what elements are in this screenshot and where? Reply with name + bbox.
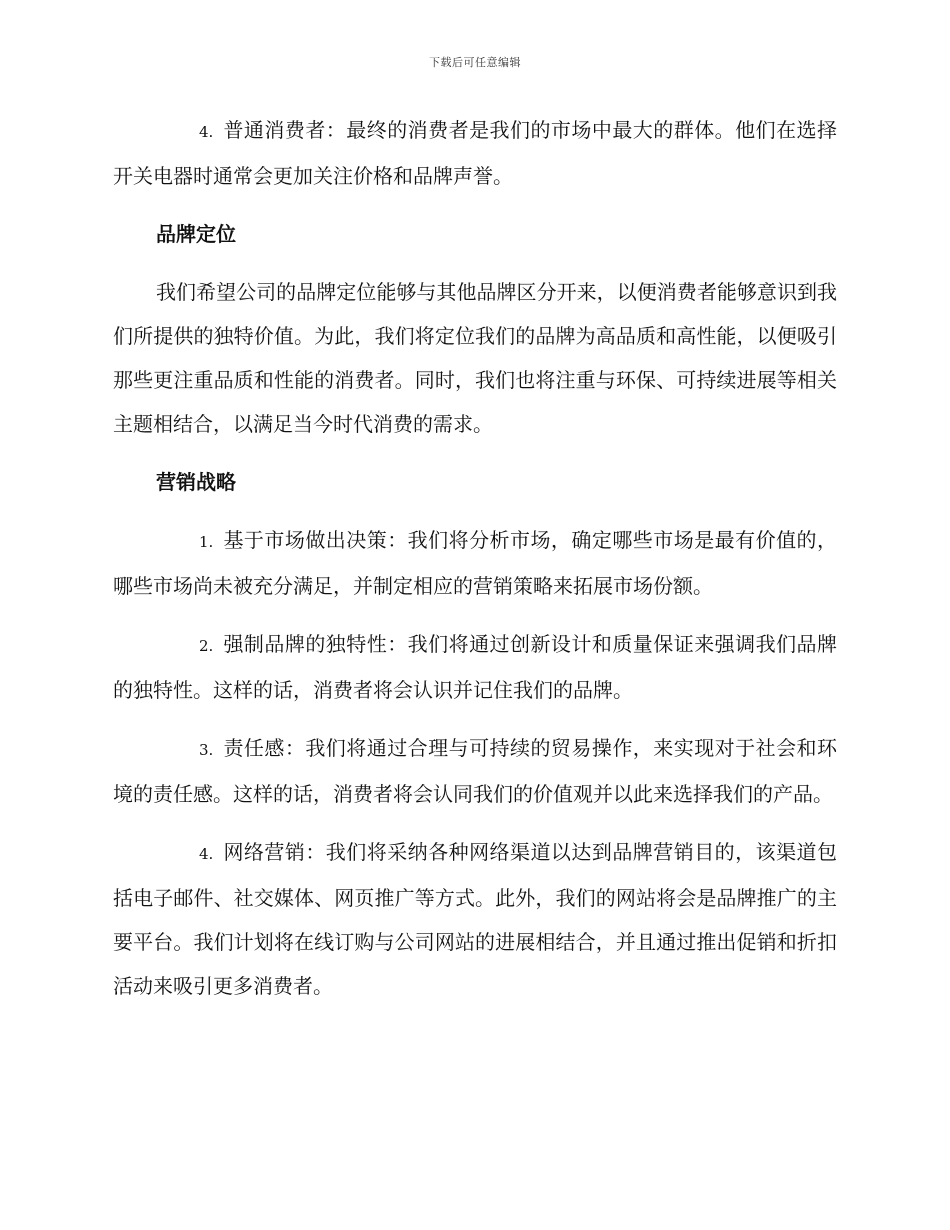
list-item-text: 普通消费者：最终的消费者是我们的市场中最大的群体。他们在选择开关电器时通常会更加关注价格和品牌声誉。	[113, 118, 837, 188]
list-item-number: 1.	[199, 533, 214, 551]
list-item-number: 3.	[199, 741, 214, 759]
list-item-text: 强制品牌的独特性：我们将通过创新设计和质量保证来强调我们品牌的独特性。这样的话，消费者将会认识并记住我们的品牌。	[113, 632, 837, 702]
list-item-online-marketing	[113, 830, 837, 1008]
list-item-market-decisions	[113, 518, 837, 608]
list-item-text: 责任感：我们将通过合理与可持续的贸易操作，来实现对于社会和环境的责任感。这样的话，消费者将会认同我们的价值观并以此来选择我们的产品。	[113, 736, 837, 806]
list-item-brand-uniqueness	[113, 622, 837, 712]
section-heading-brand-positioning: 品牌定位	[156, 222, 236, 246]
list-item-responsibility	[113, 726, 837, 816]
page-header: 下载后可任意编辑	[429, 56, 521, 69]
list-item-text: 网络营销：我们将采纳各种网络渠道以达到品牌营销目的，该渠道包括电子邮件、社交媒体、网页推广等方式。此外，我们的网站将会是品牌推广的主要平台。我们计划将在线订购与公司网站的进展相结合，并且通过推出促销和折扣活动来吸引更多消费者。	[113, 840, 837, 998]
document-body	[113, 108, 837, 1022]
list-item-consumers	[113, 108, 837, 198]
section-heading-marketing-strategy: 营销战略	[156, 470, 236, 494]
paragraph-brand-positioning: 我们希望公司的品牌定位能够与其他品牌区分开来，以便消费者能够意识到我们所提供的独特价值。为此，我们将定位我们的品牌为高品质和高性能，以便吸引那些更注重品质和性能的消费者。同时，我们也将注重与环保、可持续进展等相关主题相结合，以满足当今时代消费的需求。	[113, 280, 837, 436]
list-item-text: 基于市场做出决策：我们将分析市场，确定哪些市场是最有价值的，哪些市场尚未被充分满足，并制定相应的营销策略来拓展市场份额。	[113, 528, 837, 598]
list-item-number: 2.	[199, 637, 214, 655]
list-item-number: 4.	[199, 123, 214, 141]
list-item-number: 4.	[199, 845, 214, 863]
